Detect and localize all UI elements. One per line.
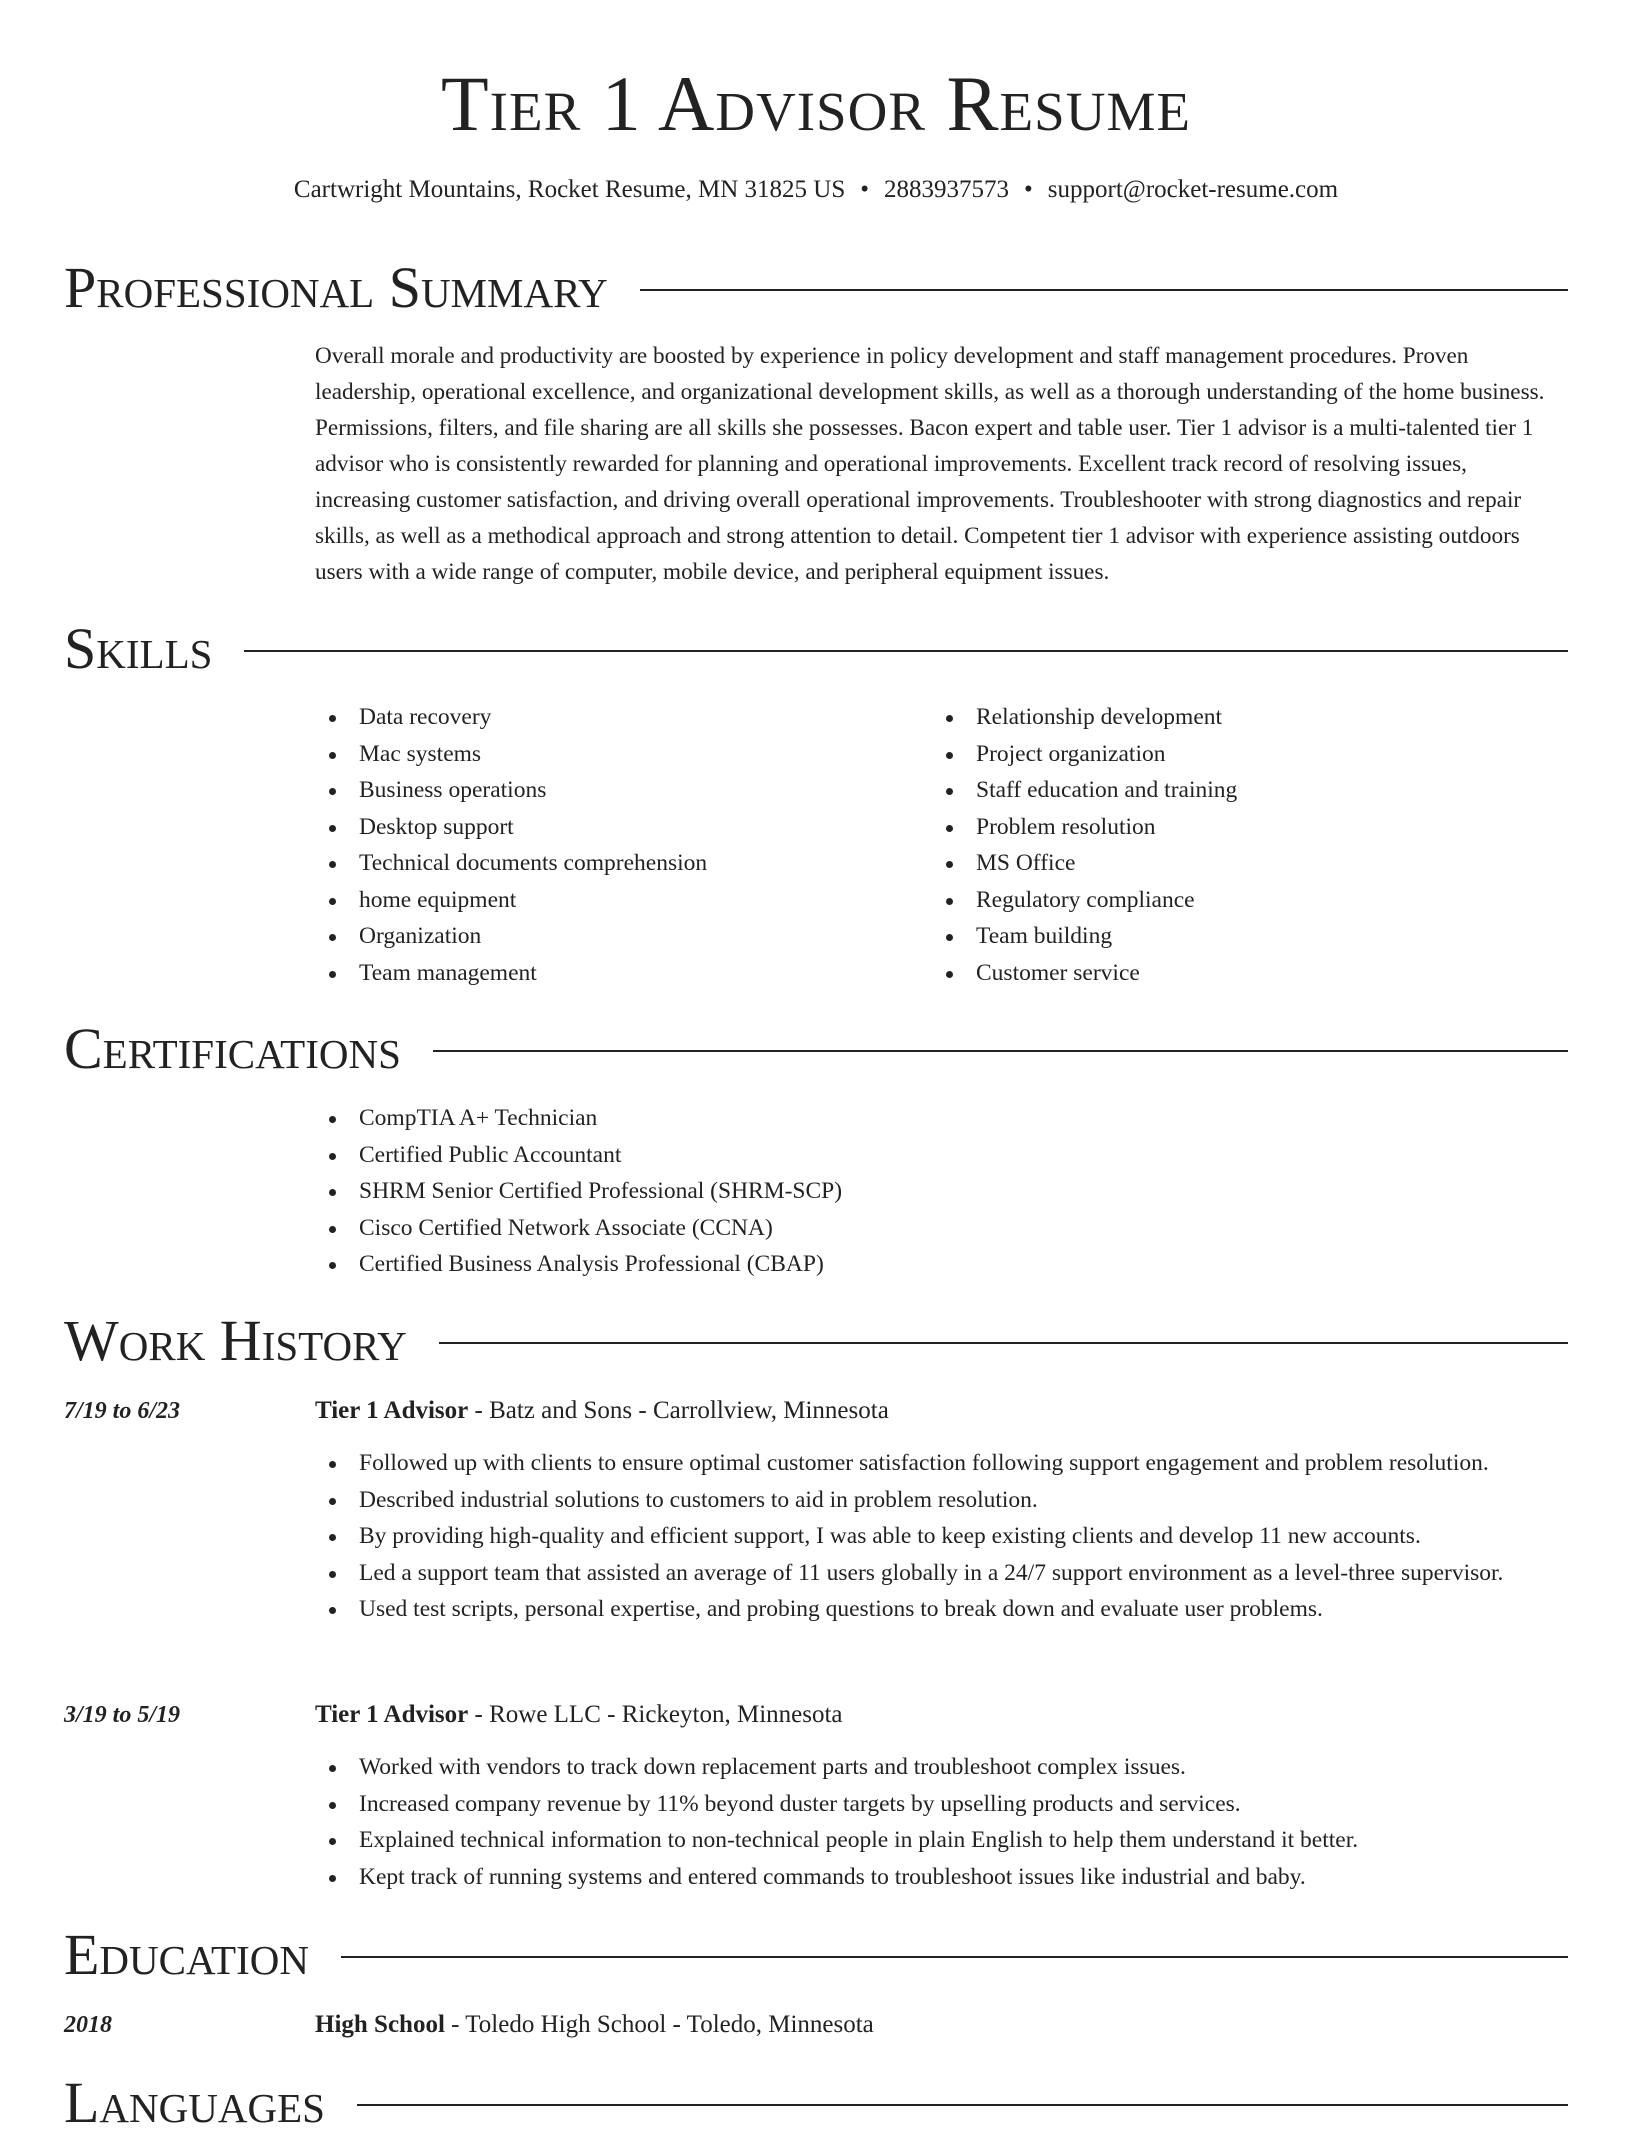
section-divider	[357, 2104, 1568, 2106]
section-divider	[341, 1956, 1568, 1958]
certification-item: Certified Public Accountant	[315, 1137, 1515, 1174]
job-title: Tier 1 Advisor	[315, 1701, 469, 1728]
job-employer: - Batz and Sons - Carrollview, Minnesota	[468, 1397, 889, 1424]
section-title-work-history: Work History	[64, 1308, 407, 1373]
job-bullet: Kept track of running systems and entered commands to troubleshoot issues like industrial and baby.	[315, 1859, 1572, 1896]
job-employer: - Rowe LLC - Rickeyton, Minnesota	[468, 1701, 843, 1728]
job-bullet: Used test scripts, personal expertise, and probing questions to break down and evaluate user problems.	[315, 1591, 1572, 1628]
job-bullet: Increased company revenue by 11% beyond duster targets by upselling products and services.	[315, 1786, 1572, 1823]
job-bullets	[315, 1445, 1572, 1628]
section-divider	[433, 1050, 1568, 1052]
section-header-education	[64, 1920, 1568, 1990]
skills-list-left	[315, 699, 875, 991]
skill-item: Organization	[315, 918, 875, 955]
section-header-skills	[64, 614, 1568, 684]
certification-item: Cisco Certified Network Associate (CCNA)	[315, 1210, 1515, 1247]
job-bullet: By providing high-quality and efficient support, I was able to keep existing clients and develop 11 new accounts.	[315, 1518, 1572, 1555]
skill-item: MS Office	[932, 845, 1492, 882]
section-title-summary: Professional Summary	[64, 255, 608, 320]
section-divider	[640, 289, 1568, 291]
skill-item: Team building	[932, 918, 1492, 955]
contact-line	[0, 173, 1632, 207]
section-header-languages	[64, 2068, 1568, 2138]
certification-item: CompTIA A+ Technician	[315, 1100, 1515, 1137]
section-divider	[244, 650, 1568, 652]
education-heading	[315, 2008, 874, 2042]
section-header-certifications	[64, 1014, 1568, 1084]
section-header-work-history	[64, 1306, 1568, 1376]
job-bullet: Described industrial solutions to customers to aid in problem resolution.	[315, 1482, 1572, 1519]
skill-item: Team management	[315, 955, 875, 992]
job-title: Tier 1 Advisor	[315, 1397, 469, 1424]
job-heading	[315, 1394, 889, 1428]
contact-phone: 2883937573	[884, 176, 1010, 203]
section-title-skills: Skills	[64, 616, 213, 681]
skill-item: Technical documents comprehension	[315, 845, 875, 882]
contact-separator: •	[1024, 176, 1033, 203]
summary-text: Overall morale and productivity are boosted by experience in policy development and staff management procedures. Proven leadership, operational excellence, and organizational development skills, as well as a thorough understanding of the home business. Permissions, filters, and file sharing are all skills she possesses. Bacon expert and table user. Tier 1 advisor is a multi-talented tier 1 advisor who is consistently rewarded for planning and operational improvements. Excellent track record of resolving issues, increasing customer satisfaction, and driving overall operational improvements. Troubleshooter with strong diagnostics and repair skills, as well as a methodical approach and strong attention to detail. Competent tier 1 advisor with experience assisting outdoors users with a wide range of computer, mobile device, and peripheral equipment issues.	[315, 343, 1545, 585]
job-bullet: Led a support team that assisted an average of 11 users globally in a 24/7 support environment as a level-three supervisor.	[315, 1555, 1572, 1592]
certification-item: Certified Business Analysis Professional (CBAP)	[315, 1246, 1515, 1283]
job-bullet: Followed up with clients to ensure optimal customer satisfaction following support engagement and problem resolution.	[315, 1445, 1572, 1482]
skill-item: Business operations	[315, 772, 875, 809]
resume-title: Tier 1 Advisor Resume	[441, 60, 1191, 147]
skill-item: Customer service	[932, 955, 1492, 992]
contact-email[interactable]: support@rocket-resume.com	[1047, 176, 1339, 203]
skill-item: Mac systems	[315, 736, 875, 773]
section-title-languages: Languages	[64, 2070, 325, 2135]
skill-item: Staff education and training	[932, 772, 1492, 809]
job-heading	[315, 1698, 843, 1732]
job-dates: 7/19 to 6/23	[64, 1398, 181, 1424]
job-bullet: Worked with vendors to track down replacement parts and troubleshoot complex issues.	[315, 1749, 1572, 1786]
section-divider	[439, 1342, 1568, 1344]
skill-item: Regulatory compliance	[932, 882, 1492, 919]
section-header-summary	[64, 253, 1568, 323]
certifications-list	[315, 1100, 1515, 1283]
skill-item: home equipment	[315, 882, 875, 919]
skill-item: Desktop support	[315, 809, 875, 846]
contact-address: Cartwright Mountains, Rocket Resume, MN 31825 US	[293, 176, 846, 203]
section-title-education: Education	[64, 1922, 309, 1987]
job-bullets	[315, 1749, 1572, 1895]
job-bullet: Explained technical information to non-technical people in plain English to help them understand it better.	[315, 1822, 1572, 1859]
skills-list-right	[932, 699, 1492, 991]
education-school: - Toledo High School - Toledo, Minnesota	[444, 2011, 874, 2038]
skill-item: Relationship development	[932, 699, 1492, 736]
education-year: 2018	[64, 2012, 112, 2038]
certification-item: SHRM Senior Certified Professional (SHRM-SCP)	[315, 1173, 1515, 1210]
skill-item: Data recovery	[315, 699, 875, 736]
job-dates: 3/19 to 5/19	[64, 1702, 181, 1728]
section-title-certifications: Certifications	[64, 1016, 401, 1081]
skill-item: Project organization	[932, 736, 1492, 773]
education-degree: High School	[315, 2011, 445, 2038]
skill-item: Problem resolution	[932, 809, 1492, 846]
contact-separator: •	[860, 176, 870, 203]
